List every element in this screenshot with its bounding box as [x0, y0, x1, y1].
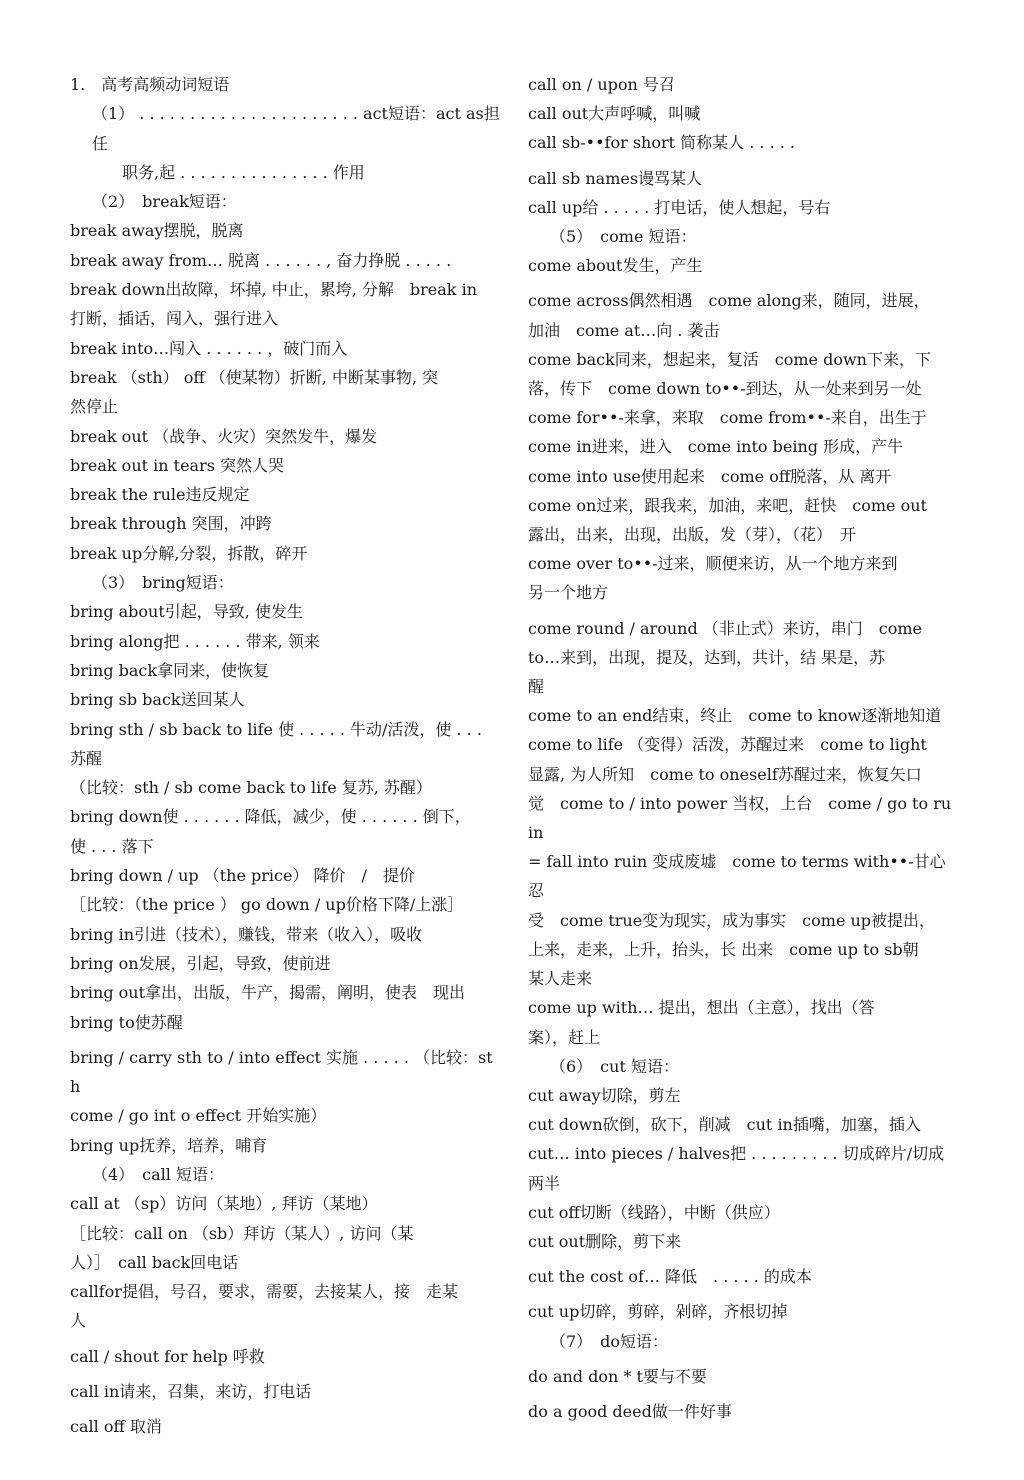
phrase-line: come up with… 提出，想出（主意），找出（答	[528, 998, 875, 1018]
section-heading: 1. 高考高频动词短语	[70, 75, 230, 94]
phrase-line: ［比较：call on （sb）拜访（某人）, 访问（某	[70, 1223, 414, 1243]
phrase-line: 两半	[528, 1173, 561, 1193]
phrase-line: bring in引进（技术），赚钱，带来（收入），吸收	[70, 924, 423, 944]
phrase-line: break through 突围，冲跨	[70, 514, 272, 534]
phrase-line: come to life （变得）活泼，苏醒过来 come to light	[528, 735, 927, 755]
phrase-line: ［比较：（the price ） go down / up价格下降/上涨］	[70, 895, 464, 915]
phrase-line: 人）］ call back回电话	[70, 1252, 239, 1272]
phrase-line: 觉 come to / into power 当权，上台 come / go to ruin	[528, 793, 952, 843]
phrase-line: 醒	[528, 677, 545, 697]
sub-heading: （3） bring短语：	[92, 573, 234, 593]
phrase-line: break away摆脱，脱离	[70, 221, 244, 241]
phrase-line: call in请来，召集，来访，打电话	[70, 1382, 312, 1402]
sub-heading: （6） cut 短语：	[550, 1056, 679, 1076]
phrase-line: 上来，走来，上升，抬头，长 出来 come up to sb朝	[528, 939, 919, 959]
phrase-line: bring to使苏醒	[70, 1012, 183, 1032]
phrase-line: break out in tears 突然人哭	[70, 455, 285, 475]
phrase-line: break （sth） off （使某物）折断, 中断某事物, 突	[70, 367, 439, 387]
phrase-line: 加油 come at…向 . 袭击	[528, 320, 720, 340]
phrase-line: come round / around （非止式）来访，串门 come	[528, 618, 923, 638]
phrase-line: 露出，出来，出现，出版，发（芽），（花） 开	[528, 525, 857, 545]
phrase-line: bring out拿出，出版，牛产，揭需，阐明，使表 现出	[70, 983, 466, 1003]
phrase-line: break out （战争、火灾）突然发牛，爆发	[70, 426, 378, 446]
phrase-line: bring down / up （the price） 降价 / 提价	[70, 866, 415, 886]
phrase-line: 受 come true变为现实，成为事实 come up被提出，	[528, 910, 936, 930]
phrase-line: cut out删除，剪下来	[528, 1231, 682, 1251]
phrase-line: 显露, 为人所知 come to oneself苏醒过来，恢复矢口	[528, 764, 922, 784]
phrase-line: bring sb back送回某人	[70, 690, 245, 710]
phrase-line: cut down砍倒，砍下，削减 cut in插嘴，加塞，插入	[528, 1115, 921, 1135]
phrase-line: bring on发展，引起，导致，使前进	[70, 953, 331, 973]
phrase-line: 打断，插话，闯入，强行进入	[70, 309, 279, 329]
phrase-line: call off 取消	[70, 1417, 162, 1437]
phrase-line: come / go int o effect 开始实施）	[70, 1106, 327, 1126]
phrase-line: come for••-来拿，来取 come from••-来自，出生于	[528, 408, 927, 428]
sub-heading: （7） do短语：	[550, 1331, 669, 1351]
phrase-line: call sb names谩骂某人	[528, 168, 703, 188]
phrase-line: 苏醒	[70, 748, 103, 768]
phrase-line: bring about引起，导致, 使发生	[70, 602, 303, 622]
phrase-line: come across偶然相遇 come along来，随同，进展，	[528, 291, 930, 311]
phrase-line: 落，传下 come down to••-到达，从一处来到另一处	[528, 379, 922, 399]
phrase-line: cut up切碎，剪碎，剁碎，齐根切掉	[528, 1302, 788, 1322]
phrase-line: = fall into ruin 变成废墟 come to terms with••-甘心忍	[528, 852, 946, 901]
phrase-line: break into…闯入 . . . . . . ，破门而入	[70, 338, 348, 358]
phrase-line: 人	[70, 1311, 87, 1331]
phrase-line: call / shout for help 呼救	[70, 1346, 265, 1366]
phrase-line: 然停止	[70, 397, 119, 417]
phrase-line: bring back拿同来，使恢复	[70, 660, 270, 680]
phrase-line: （比较：sth / sb come back to life 复苏, 苏醒）	[70, 778, 432, 798]
left-column	[70, 70, 500, 1442]
phrase-line: bring / carry sth to / into effect 实施 . . . . . （比较：sth	[70, 1047, 493, 1097]
phrase-line: break down出故障，坏掉, 中止，累垮, 分解 break in	[70, 280, 478, 300]
phrase-line: call sb-••for short 简称某人 . . . . .	[528, 133, 796, 153]
phrase-line: bring sth / sb back to life 使 . . . . . 牛动/活泼，使 . . .	[70, 719, 482, 739]
phrase-line: come to an end结束，终止 come to know逐渐地知道	[528, 706, 942, 726]
phrase-line: 案），赶上	[528, 1027, 601, 1047]
phrase-line: 另一个地方	[528, 583, 609, 603]
phrase-line: cut the cost of… 降低 . . . . . 的成本	[528, 1267, 812, 1287]
phrase-line: cut away切除，剪左	[528, 1085, 681, 1105]
sub-heading: （2） break短语：	[92, 192, 237, 212]
phrase-line: to…来到，出现，提及，达到，共计，结 果是，苏	[528, 647, 886, 667]
sub-heading: （4） call 短语：	[92, 1164, 225, 1184]
phrase-line: callfor提倡，号召，要求，需要，去接某人，接 走某	[70, 1282, 458, 1302]
sub-heading: （5） come 短语：	[550, 227, 697, 247]
phrase-line: bring down使 . . . . . . 降低，减少，使 . . . . . . 倒下，	[70, 807, 471, 827]
phrase-line: do a good deed做一件好事	[528, 1401, 732, 1421]
phrase-line: 使 . . . 落下	[70, 836, 154, 856]
phrase-line: call on / upon 号召	[528, 75, 675, 94]
phrase-line: do and don * t要与不要	[528, 1366, 707, 1386]
right-column	[528, 70, 953, 1426]
phrase-line: bring along把 . . . . . . 带来, 领来	[70, 631, 320, 651]
phrase-line: break the rule违反规定	[70, 485, 250, 505]
phrase-line: cut… into pieces / halves把 . . . . . . . . . 切成碎片/切成	[528, 1144, 945, 1164]
phrase-line: come on过来，跟我来，加油，来吧，赶快 come out	[528, 495, 927, 515]
phrase-line: call out大声呼喊，叫喊	[528, 104, 701, 124]
phrase-line: break up分解,分裂，拆散，碎开	[70, 543, 308, 563]
phrase-line: come in进来，进入 come into being 形成，产牛	[528, 437, 904, 457]
phrase-line: bring up抚养，培养，哺育	[70, 1135, 268, 1155]
phrase-line: break away from… 脱离 . . . . . . , 奋力挣脱 . . . . .	[70, 250, 452, 270]
phrase-line: cut off切断（线路），中断（供应）	[528, 1202, 780, 1222]
phrase-line: come into use使用起来 come off脱落，从 离开	[528, 466, 892, 486]
phrase-line: 某人走来	[528, 969, 593, 989]
phrase-line: call at （sp）访问（某地）, 拜访（某地）	[70, 1194, 378, 1214]
sub-heading: （1） . . . . . . . . . . . . . . . . . . . . . . act短语：act as担任	[92, 104, 500, 153]
phrase-line: come back同来，想起来，复活 come down下来，下	[528, 349, 931, 369]
phrase-line: call up给 . . . . . 打电话，使人想起，号右	[528, 197, 831, 217]
phrase-line: come about发生，产生	[528, 256, 703, 276]
phrase-line: 职务,起 . . . . . . . . . . . . . . . 作用	[122, 162, 365, 182]
phrase-line: come over to••-过来，顺便来访，从一个地方来到	[528, 554, 898, 574]
